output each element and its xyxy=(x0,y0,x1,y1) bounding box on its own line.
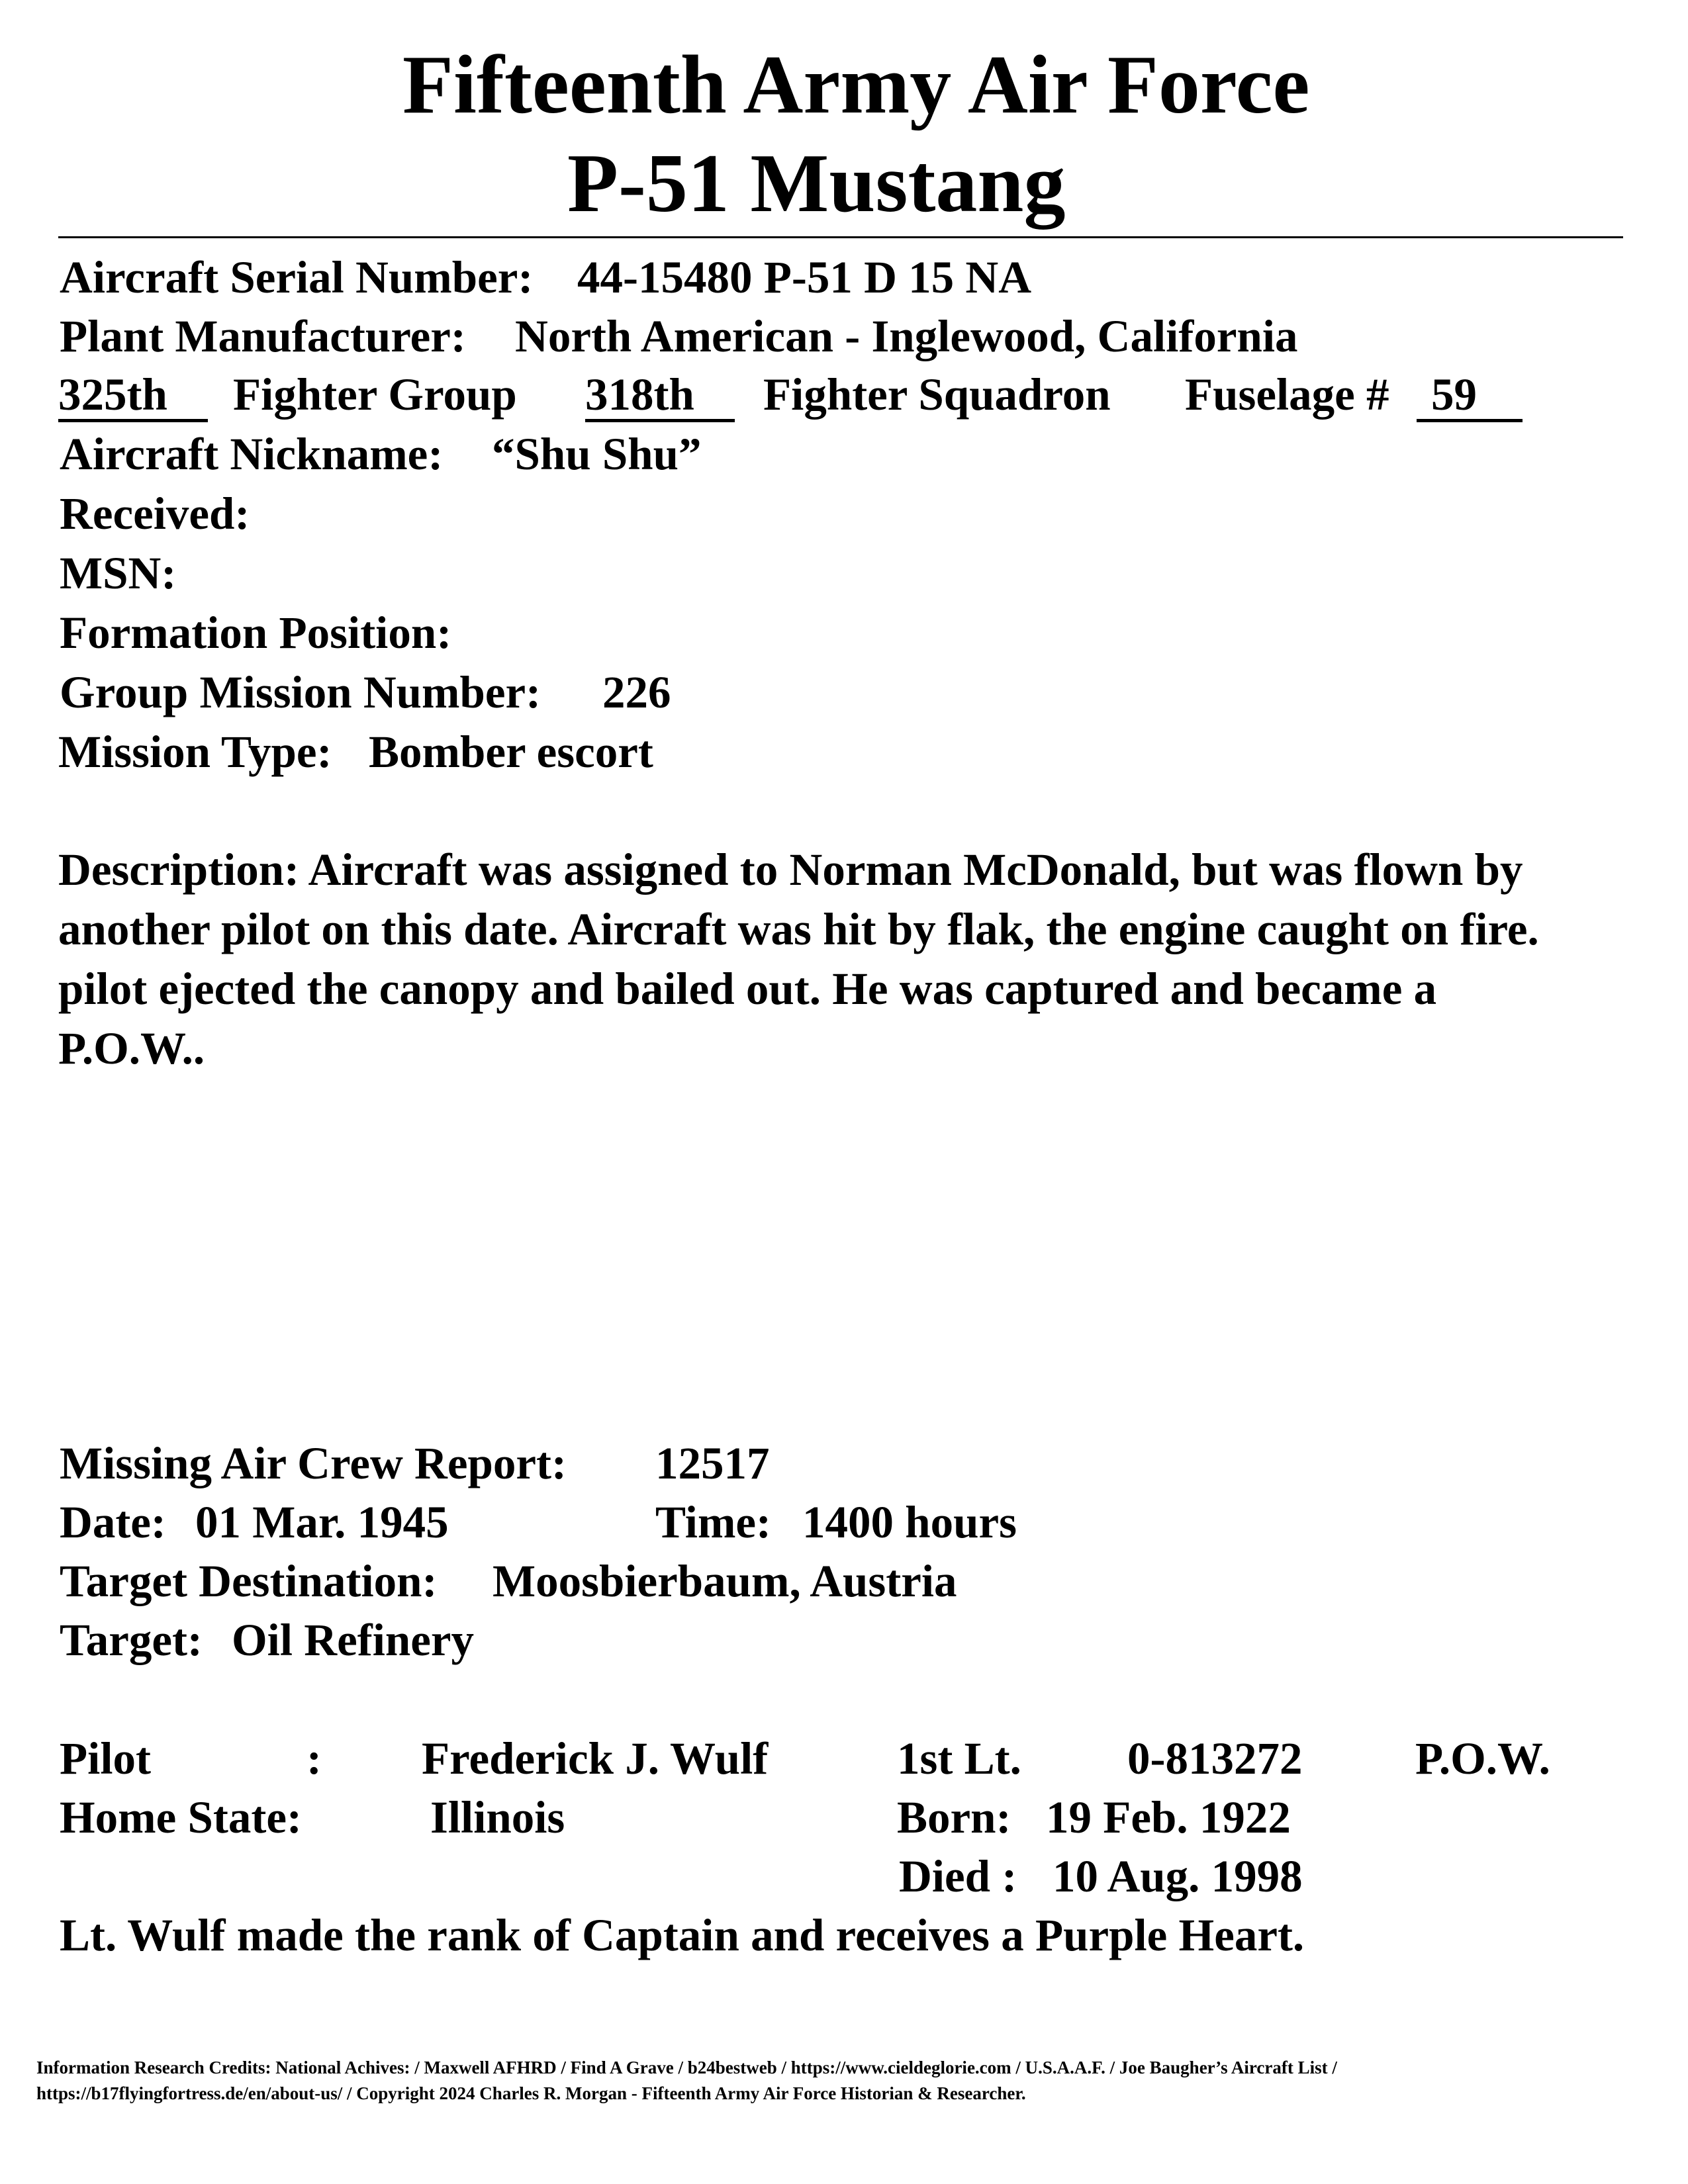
received-label: Received: xyxy=(60,488,250,539)
target-label: Target: xyxy=(60,1615,203,1665)
serial-value: 44-15480 P-51 D 15 NA xyxy=(577,252,1032,302)
pilot-colon: : xyxy=(306,1733,322,1784)
time-label: Time: xyxy=(655,1497,772,1547)
pilot-note: Lt. Wulf made the rank of Captain and receives a Purple Heart. xyxy=(60,1910,1305,1960)
pilot-rank: 1st Lt. xyxy=(897,1733,1021,1784)
description-line: pilot ejected the canopy and bailed out. He was captured and became a xyxy=(58,964,1437,1014)
died-value: 10 Aug. 1998 xyxy=(1053,1851,1303,1901)
fighter-squadron-value xyxy=(585,369,735,422)
manufacturer-value: North American - Inglewood, California xyxy=(515,311,1298,361)
pilot-serial: 0-813272 xyxy=(1127,1733,1303,1784)
credits-line: Information Research Credits: National Achives: / Maxwell AFHRD / Find A Grave / b24bestweb / https://www.cieldeglorie.com / U.S.A.A.F. / Joe Baugher’s Aircraft List / xyxy=(36,2058,1337,2077)
date-label: Date: xyxy=(60,1497,166,1547)
fighter-squadron-label: Fighter Squadron xyxy=(763,369,1111,420)
fuselage-number: 59 xyxy=(1417,372,1523,422)
credits-line: https://b17flyingfortress.de/en/about-us/ / Copyright 2024 Charles R. Morgan - Fifteenth Army Air Force Historian & Researcher. xyxy=(36,2083,1026,2103)
pilot-label: Pilot xyxy=(60,1733,151,1784)
time-value: 1400 hours xyxy=(802,1497,1017,1547)
destination-label: Target Destination: xyxy=(60,1556,438,1606)
home-state-label: Home State: xyxy=(60,1792,302,1843)
title-divider xyxy=(58,236,1623,238)
description-line: P.O.W.. xyxy=(58,1023,205,1073)
fighter-squadron-number: 318th xyxy=(585,372,735,422)
fighter-group-label: Fighter Group xyxy=(233,369,517,420)
born-value: 19 Feb. 1922 xyxy=(1046,1792,1291,1843)
description-line: Description: Aircraft was assigned to Norman McDonald, but was flown by xyxy=(58,844,1523,895)
mission-number-value: 226 xyxy=(602,667,671,717)
mission-type-label: Mission Type: xyxy=(58,727,332,777)
description-line: another pilot on this date. Aircraft was hit by flak, the engine caught on fire. xyxy=(58,904,1539,954)
date-value: 01 Mar. 1945 xyxy=(195,1497,449,1547)
serial-label: Aircraft Serial Number: xyxy=(60,252,534,302)
page-subtitle: P-51 Mustang xyxy=(567,138,1066,230)
mission-number-label: Group Mission Number: xyxy=(60,667,541,717)
fighter-group-value xyxy=(58,369,208,422)
fuselage-label: Fuselage # xyxy=(1185,369,1389,420)
fuselage-value xyxy=(1417,369,1523,422)
home-state-value: Illinois xyxy=(430,1792,565,1843)
fighter-group-number: 325th xyxy=(58,372,208,422)
died-label: Died : xyxy=(899,1851,1017,1901)
macr-label: Missing Air Crew Report: xyxy=(60,1438,567,1488)
page-title: Fifteenth Army Air Force xyxy=(402,39,1310,131)
nickname-value: “Shu Shu” xyxy=(492,429,702,479)
pilot-status: P.O.W. xyxy=(1415,1733,1550,1784)
mission-type-value: Bomber escort xyxy=(369,727,653,777)
target-value: Oil Refinery xyxy=(232,1615,474,1665)
macr-value: 12517 xyxy=(655,1438,770,1488)
destination-value: Moosbierbaum, Austria xyxy=(492,1556,957,1606)
msn-label: MSN: xyxy=(60,548,177,598)
formation-position-label: Formation Position: xyxy=(60,608,452,658)
nickname-label: Aircraft Nickname: xyxy=(60,429,444,479)
manufacturer-label: Plant Manufacturer: xyxy=(60,311,466,361)
pilot-name: Frederick J. Wulf xyxy=(422,1733,769,1784)
born-label: Born: xyxy=(897,1792,1011,1843)
